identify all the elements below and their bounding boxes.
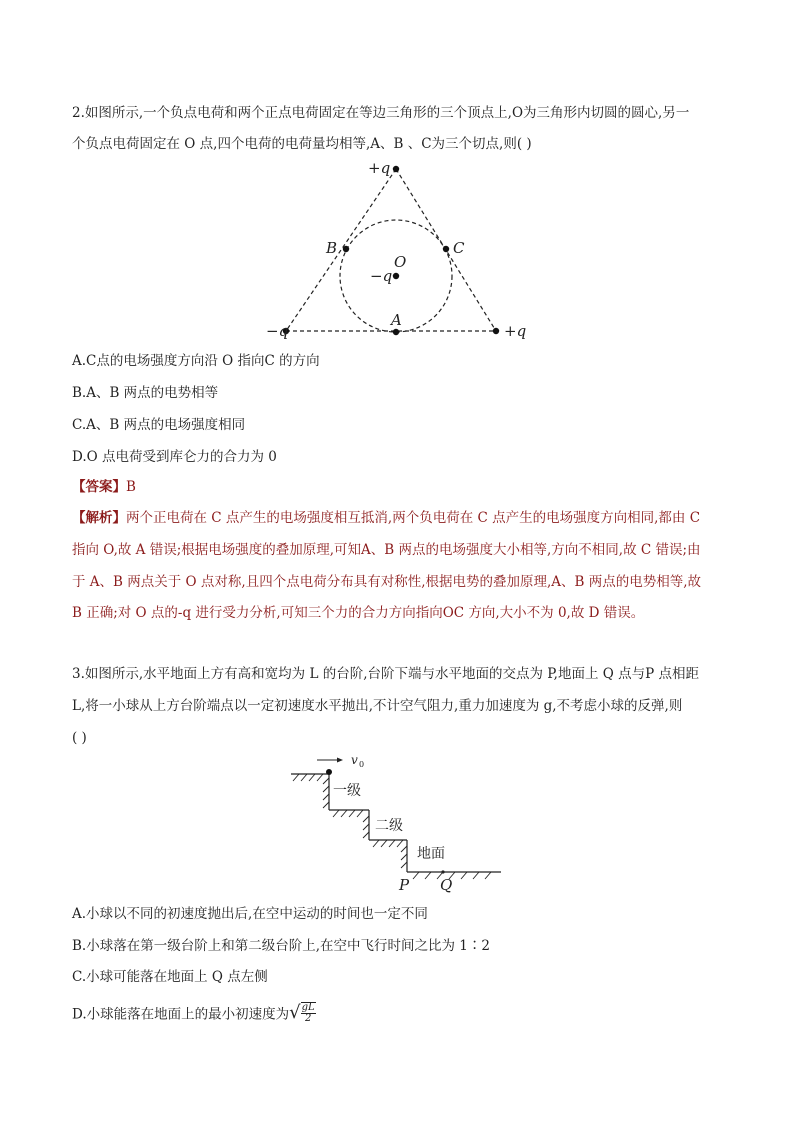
q2-option-b: B.A、B 两点的电势相等 [72,385,219,401]
q2-analysis-line-1 [72,509,700,527]
ground-label: 地面 [417,846,445,862]
q3-option-b: B.小球落在第一级台阶上和第二级台阶上,在空中飞行时间之比为 1∶2 [72,938,490,954]
analysis-tag: 【解析】 [72,510,126,526]
right-charge-dot [493,328,499,334]
q3-option-d [72,1004,316,1026]
step-one-label: 一级 [333,783,361,799]
point-c-dot [443,246,449,252]
point-a-dot [393,329,399,335]
center-charge-label: −q [370,267,393,285]
q2-stem-line-1: 2.如图所示,一个负点电荷和两个正点电荷固定在等边三角形的三个顶点上,O为三角形内切圆的圆心,另一 [72,105,690,121]
center-charge-dot [393,273,399,279]
q2-figure-triangle [260,155,540,345]
formula-denominator: 2 [304,1013,312,1024]
velocity-label: v [351,753,358,767]
point-b-dot [343,246,349,252]
point-b-label: B [326,239,338,257]
q2-stem-line-2: 个负点电荷固定在 O 点,四个电荷的电荷量均相等,A、B 、C为三个切点,则( ) [72,136,532,152]
q2-answer [72,478,136,496]
q2-option-a: A.C点的电场强度方向沿 O 指向C 的方向 [72,353,320,369]
top-charge-label: +q [368,159,391,177]
q2-analysis-line-3: 于 A、B 两点关于 O 点对称,且四个点电荷分布具有对称性,根据电势的叠加原理,A、B 两点的电势相等,故 [72,574,702,590]
q2-option-d: D.O 点电荷受到库仑力的合力为 0 [72,449,277,465]
left-charge-label: −q [266,322,289,340]
top-charge-dot [393,166,399,172]
answer-tag: 【答案】 [72,479,126,495]
answer-value: B [126,479,136,495]
step-two-label: 二级 [375,818,403,834]
right-charge-label: +q [504,322,527,340]
option-d-text: D.小球能落在地面上的最小初速度为 [72,1006,290,1023]
q3-stem-line-3: ( ) [72,730,87,746]
q2-analysis-line-4: B 正确;对 O 点的-q 进行受力分析,可知三个力的合力方向指向OC 方向,大小不为 0,故 D 错误。 [72,605,645,621]
q3-stem-line-2: L,将一小球从上方台阶端点以一定初速度水平抛出,不计空气阻力,重力加速度为 g,不考虑小球的反弹,则 [72,698,683,714]
point-p-label: P [399,876,410,894]
sqrt-formula: √ $\frac{gL}{2}$ [289,1002,315,1024]
q3-stem-line-1: 3.如图所示,水平地面上方有高和宽均为 L 的台阶,台阶下端与水平地面的交点为 P,地面上 Q 点与P 点相距 [72,666,699,682]
q3-option-a: A.小球以不同的初速度抛出后,在空中运动的时间也一定不同 [72,906,428,922]
q2-option-c: C.A、B 两点的电场强度相同 [72,417,246,433]
q2-analysis-line-2: 指向 O,故 A 错误;根据电场强度的叠加原理,可知A、B 两点的电场强度大小相等,方向不相同,故 C 错误;由 [72,542,701,558]
q3-figure-steps [285,748,515,898]
velocity-subscript: 0 [359,760,365,769]
point-q-label: Q [440,876,453,894]
triangle-left-side [286,169,396,331]
point-q-dot [441,870,444,873]
analysis-text-1: 两个正电荷在 C 点产生的电场强度相互抵消,两个负电荷在 C 点产生的电场强度方向相同,都由 C [126,510,701,526]
point-c-label: C [453,239,465,257]
ball [326,769,332,775]
q3-option-c: C.小球可能落在地面上 Q 点左侧 [72,969,268,985]
formula-numerator: gL [301,1002,315,1013]
point-a-label: A [391,311,402,329]
velocity-arrowhead [337,758,343,763]
center-o-label: O [394,253,407,271]
